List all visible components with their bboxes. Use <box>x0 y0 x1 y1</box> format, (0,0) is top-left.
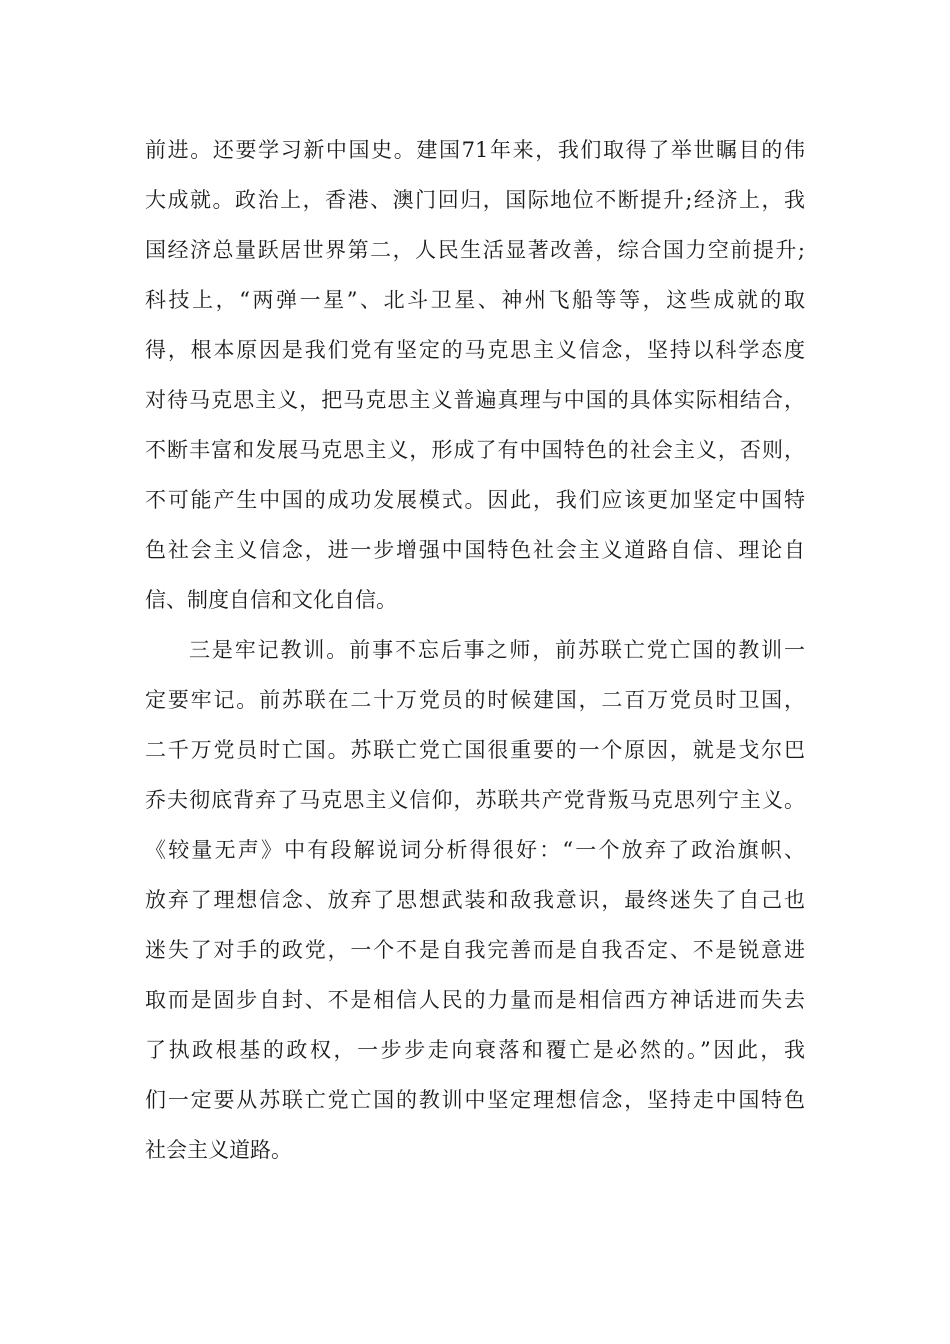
text-line: 国经济总量跃居世界第二，人民生活显著改善，综合国力空前提升; <box>145 238 805 262</box>
text-line: 信、制度自信和文化自信。 <box>145 588 397 612</box>
text-line: 《较量无声》中有段解说词分析得很好：“一个放弃了政治旗帜、 <box>145 838 805 862</box>
text-line: 对待马克思主义，把马克思主义普遍真理与中国的具体实际相结合， <box>145 388 805 412</box>
text-line: 二千万党员时亡国。苏联亡党亡国很重要的一个原因，就是戈尔巴 <box>145 738 805 762</box>
text-line: 们一定要从苏联亡党亡国的教训中坚定理想信念，坚持走中国特色 <box>145 1088 805 1112</box>
text-line: 乔夫彻底背弃了马克思主义信仰，苏联共产党背叛马克思列宁主义。 <box>145 788 805 812</box>
text-line: 科技上，“两弹一星”、北斗卫星、神州飞船等等，这些成就的取 <box>145 288 805 312</box>
text-line: 取而是固步自封、不是相信人民的力量而是相信西方神话进而失去 <box>145 988 805 1012</box>
text-line: 不可能产生中国的成功发展模式。因此，我们应该更加坚定中国特 <box>145 488 805 512</box>
paragraph-1 <box>145 125 805 625</box>
text-line: 大成就。政治上，香港、澳门回归，国际地位不断提升;经济上，我 <box>145 188 805 212</box>
text-line: 了执政根基的政权，一步步走向衰落和覆亡是必然的。”因此，我 <box>145 1038 805 1062</box>
text-line: 得，根本原因是我们党有坚定的马克思主义信念，坚持以科学态度 <box>145 338 805 362</box>
text-line: 不断丰富和发展马克思主义，形成了有中国特色的社会主义，否则， <box>145 438 805 462</box>
paragraph-2 <box>145 625 805 1175</box>
text-line: 三是牢记教训。前事不忘后事之师，前苏联亡党亡国的教训一 <box>189 638 805 662</box>
text-line: 前进。还要学习新中国史。建国71年来，我们取得了举世瞩目的伟 <box>145 138 805 162</box>
text-line: 放弃了理想信念、放弃了思想武装和敌我意识，最终迷失了自己也 <box>145 888 805 912</box>
text-line: 定要牢记。前苏联在二十万党员的时候建国，二百万党员时卫国， <box>145 688 805 712</box>
text-line: 色社会主义信念，进一步增强中国特色社会主义道路自信、理论自 <box>145 538 805 562</box>
text-line: 社会主义道路。 <box>145 1138 292 1162</box>
document-body <box>145 125 805 1175</box>
text-line: 迷失了对手的政党，一个不是自我完善而是自我否定、不是锐意进 <box>145 938 805 962</box>
